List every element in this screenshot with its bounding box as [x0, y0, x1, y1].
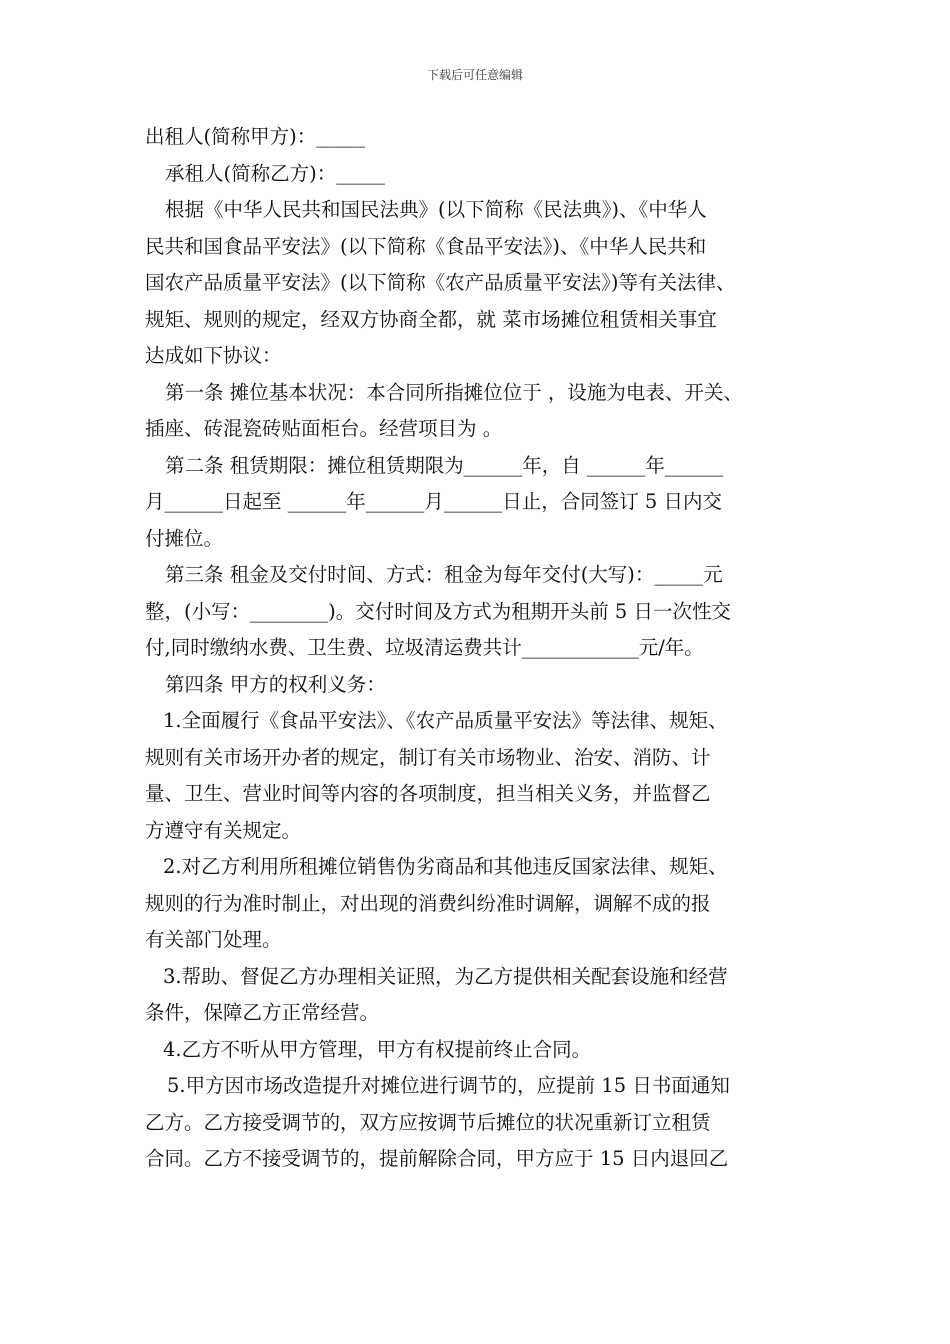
- article-2-line: 第二条 租赁期限：摊位租赁期限为______年，自 ______年______: [165, 453, 724, 477]
- article-4-heading: 第四条 甲方的权利义务：: [165, 672, 386, 696]
- preamble-line: 民共和国食品平安法》(以下简称《食品平安法》)、《中华人民共和: [145, 234, 707, 258]
- clause-3-line: 3.帮助、督促乙方办理相关证照，为乙方提供相关配套设施和经营: [163, 964, 728, 988]
- document-body: [145, 119, 825, 1178]
- page-header: 下载后可任意编辑: [426, 68, 523, 82]
- clause-2-line: 有关部门处理。: [145, 928, 282, 951]
- article-2-line: 月______日起至 ______年______月______日止，合同签订 5 日内交: [145, 490, 723, 513]
- lessor-line: 出租人(简称甲方)：_____: [145, 125, 365, 148]
- preamble-line: 国农产品质量平安法》(以下简称《农产品质量平安法》)等有关法律、: [145, 271, 736, 294]
- article-3-line: 付,同时缴纳水费、卫生费、垃圾清运费共计____________元/年。: [145, 636, 704, 659]
- clause-5-line: 5.甲方因市场改造提升对摊位进行调节的，应提前 15 日书面通知: [167, 1074, 730, 1097]
- clause-4-line: 4.乙方不听从甲方管理，甲方有权提前终止合同。: [163, 1037, 592, 1061]
- clause-5-line: 乙方。乙方接受调节的，双方应按调节后摊位的状况重新订立租赁: [145, 1110, 711, 1134]
- clause-1-line: 方遵守有关规定。: [145, 818, 302, 842]
- article-1-line: 插座、砖混瓷砖贴面柜台。经营项目为 。: [145, 417, 503, 440]
- article-2-line: 付摊位。: [145, 526, 224, 550]
- preamble-line: 达成如下协议：: [145, 344, 282, 367]
- lessee-line: 承租人(简称乙方)：_____: [165, 161, 385, 185]
- article-3-line: 第三条 租金及交付时间、方式：租金为每年交付(大写)：_____元: [165, 563, 723, 586]
- preamble-line: 规矩、规则的规定，经双方协商全都，就 菜市场摊位租赁相关事宜: [145, 307, 717, 331]
- clause-1-line: 1.全面履行《食品平安法》、《农产品质量平安法》等法律、规矩、: [163, 709, 728, 732]
- preamble-line: 根据《中华人民共和国民法典》(以下简称《民法典》)、《中华人: [165, 198, 707, 221]
- clause-1-line: 量、卫生、营业时间等内容的各项制度，担当相关义务，并监督乙: [145, 782, 711, 805]
- article-1-line: 第一条 摊位基本状况：本合同所指摊位位于 ，设施为电表、开关、: [165, 380, 743, 404]
- article-3-line: 整，(小写：________)。交付时间及方式为租期开头前 5 日一次性交: [145, 599, 732, 623]
- clause-1-line: 规则有关市场开办者的规定，制订有关市场物业、治安、消防、计: [145, 745, 711, 769]
- clause-3-line: 条件，保障乙方正常经营。: [145, 1001, 380, 1024]
- clause-5-line: 合同。乙方不接受调节的，提前解除合同，甲方应于 15 日内退回乙: [145, 1147, 729, 1170]
- clause-2-line: 2.对乙方利用所租摊位销售伪劣商品和其他违反国家法律、规矩、: [163, 855, 728, 878]
- clause-2-line: 规则的行为准时制止，对出现的消费纠纷准时调解，调解不成的报: [145, 891, 711, 915]
